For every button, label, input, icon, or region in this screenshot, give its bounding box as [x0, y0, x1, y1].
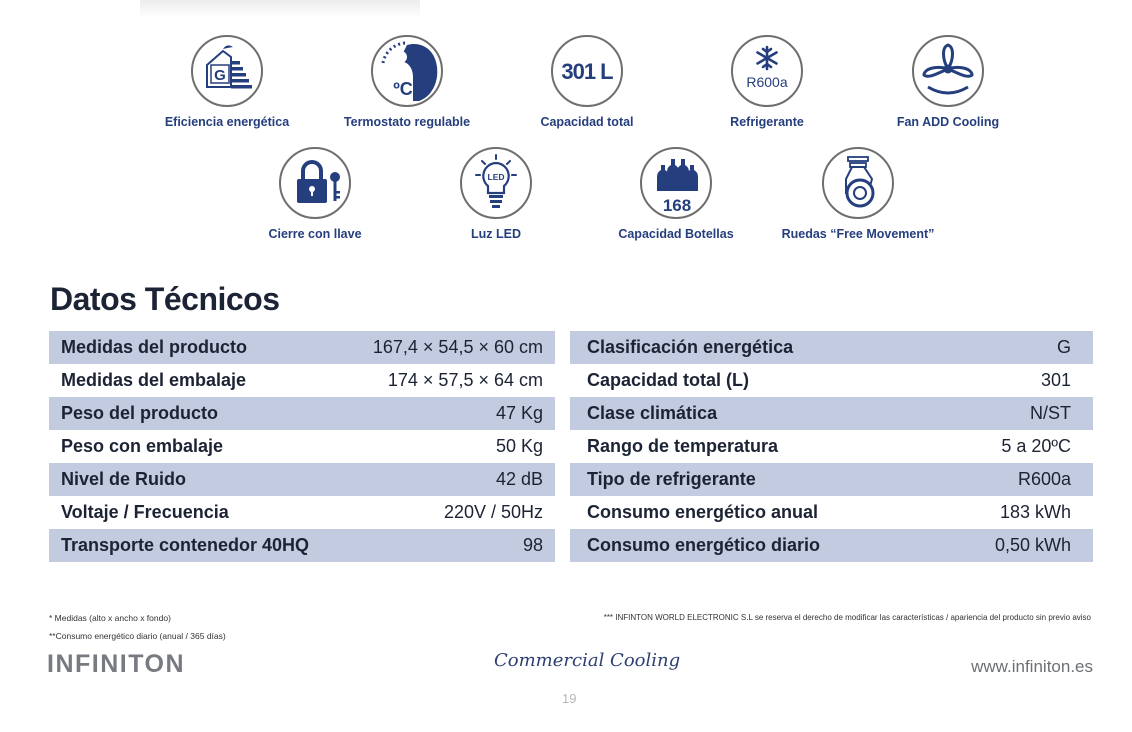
spec-key: Peso del producto [49, 397, 344, 430]
spec-value: 301 [1040, 370, 1071, 390]
footnote-consumption: **Consumo energético diario (anual / 365 días) [49, 631, 226, 641]
table-row [570, 463, 1093, 496]
spec-key: Peso con embalaje [61, 436, 224, 456]
spec-key: Medidas del producto [49, 331, 344, 364]
refrigerant-code: R600a [746, 74, 788, 90]
spec-value: 42 dB [344, 463, 555, 496]
spec-value: N/ST [938, 397, 1093, 430]
table-row [570, 397, 1093, 430]
spec-value: 5 a 20ºC [1001, 436, 1071, 456]
feature-label: Fan ADD Cooling [896, 115, 1000, 129]
table-row [570, 364, 1093, 397]
brand-tagline: Commercial Cooling [494, 650, 681, 671]
table-row [49, 430, 555, 463]
feature-label: Capacidad total [540, 115, 634, 129]
fan-icon [912, 35, 984, 107]
energy-class-letter: G [214, 67, 226, 84]
top-shadow [140, 0, 420, 18]
brand-logo: INFINITON [47, 650, 186, 678]
capacity-value: 301 L [561, 59, 613, 84]
table-row [49, 529, 555, 562]
spec-value: 167,4 × 54,5 × 60 cm [344, 331, 555, 364]
energy-class-g-icon [191, 35, 263, 107]
spec-key: Rango de temperatura [587, 436, 779, 456]
table-row [570, 331, 1093, 364]
feature-bottles [596, 147, 756, 241]
spec-value: 174 × 57,5 × 64 cm [387, 370, 543, 390]
table-row [49, 397, 555, 430]
lock-key-icon [279, 147, 351, 219]
spec-value: 47 Kg [344, 397, 555, 430]
spec-key: Medidas del embalaje [61, 370, 247, 390]
feature-capacity [507, 35, 667, 129]
feature-label: Ruedas “Free Movement” [781, 227, 935, 241]
led-bulb-icon [460, 147, 532, 219]
specs-table-left [49, 331, 555, 562]
spec-key: Consumo energético diario [570, 529, 938, 562]
spec-key: Voltaje / Frecuencia [61, 502, 229, 522]
spec-key: Transporte contenedor 40HQ [49, 529, 344, 562]
bottles-count: 168 [662, 196, 692, 215]
page-number: 19 [562, 691, 577, 706]
feature-label: Cierre con llave [268, 227, 362, 241]
spec-value: G [938, 331, 1093, 364]
led-text: LED [487, 172, 505, 182]
spec-value: 98 [344, 529, 555, 562]
spec-key: Nivel de Ruido [49, 463, 344, 496]
capacity-icon [551, 35, 623, 107]
feature-led [416, 147, 576, 241]
spec-value: 50 Kg [495, 436, 543, 456]
footnote-disclaimer: *** INFINTON WORLD ELECTRONIC S.L se reserva el derecho de modificar las características / apariencia del producto sin previo aviso [603, 613, 1091, 622]
spec-value: R600a [938, 463, 1093, 496]
table-row [49, 496, 555, 529]
feature-label: Refrigerante [730, 115, 804, 129]
spec-value: 183 kWh [999, 502, 1071, 522]
spec-key: Consumo energético anual [587, 502, 819, 522]
thermostat-unit: ºC [393, 79, 413, 99]
table-row [49, 331, 555, 364]
feature-refrigerant [687, 35, 847, 129]
table-row [49, 463, 555, 496]
spec-value: 0,50 kWh [938, 529, 1093, 562]
caster-wheel-icon [822, 147, 894, 219]
spec-key: Clase climática [570, 397, 938, 430]
table-row [570, 430, 1093, 463]
feature-lock [235, 147, 395, 241]
snowflake-icon [731, 35, 803, 107]
feature-label: Eficiencia energética [164, 115, 290, 129]
footnote-measures: * Medidas (alto x ancho x fondo) [49, 613, 171, 623]
section-title: Datos Técnicos [50, 281, 280, 317]
bottles-icon [640, 147, 712, 219]
thermostat-icon [371, 35, 443, 107]
feature-wheels [778, 147, 938, 241]
feature-label: Capacidad Botellas [618, 227, 734, 241]
spec-key: Tipo de refrigerante [570, 463, 938, 496]
spec-value: 220V / 50Hz [443, 502, 543, 522]
specs-table-right [570, 331, 1093, 562]
table-row [570, 529, 1093, 562]
feature-label: Termostato regulable [343, 115, 471, 129]
spec-key: Clasificación energética [570, 331, 938, 364]
feature-label: Luz LED [471, 227, 521, 241]
table-row [570, 496, 1093, 529]
spec-key: Capacidad total (L) [587, 370, 750, 390]
website-link[interactable]: www.infiniton.es [971, 657, 1093, 676]
feature-fan [868, 35, 1028, 129]
feature-thermostat [327, 35, 487, 129]
feature-energy [147, 35, 307, 129]
table-row [49, 364, 555, 397]
